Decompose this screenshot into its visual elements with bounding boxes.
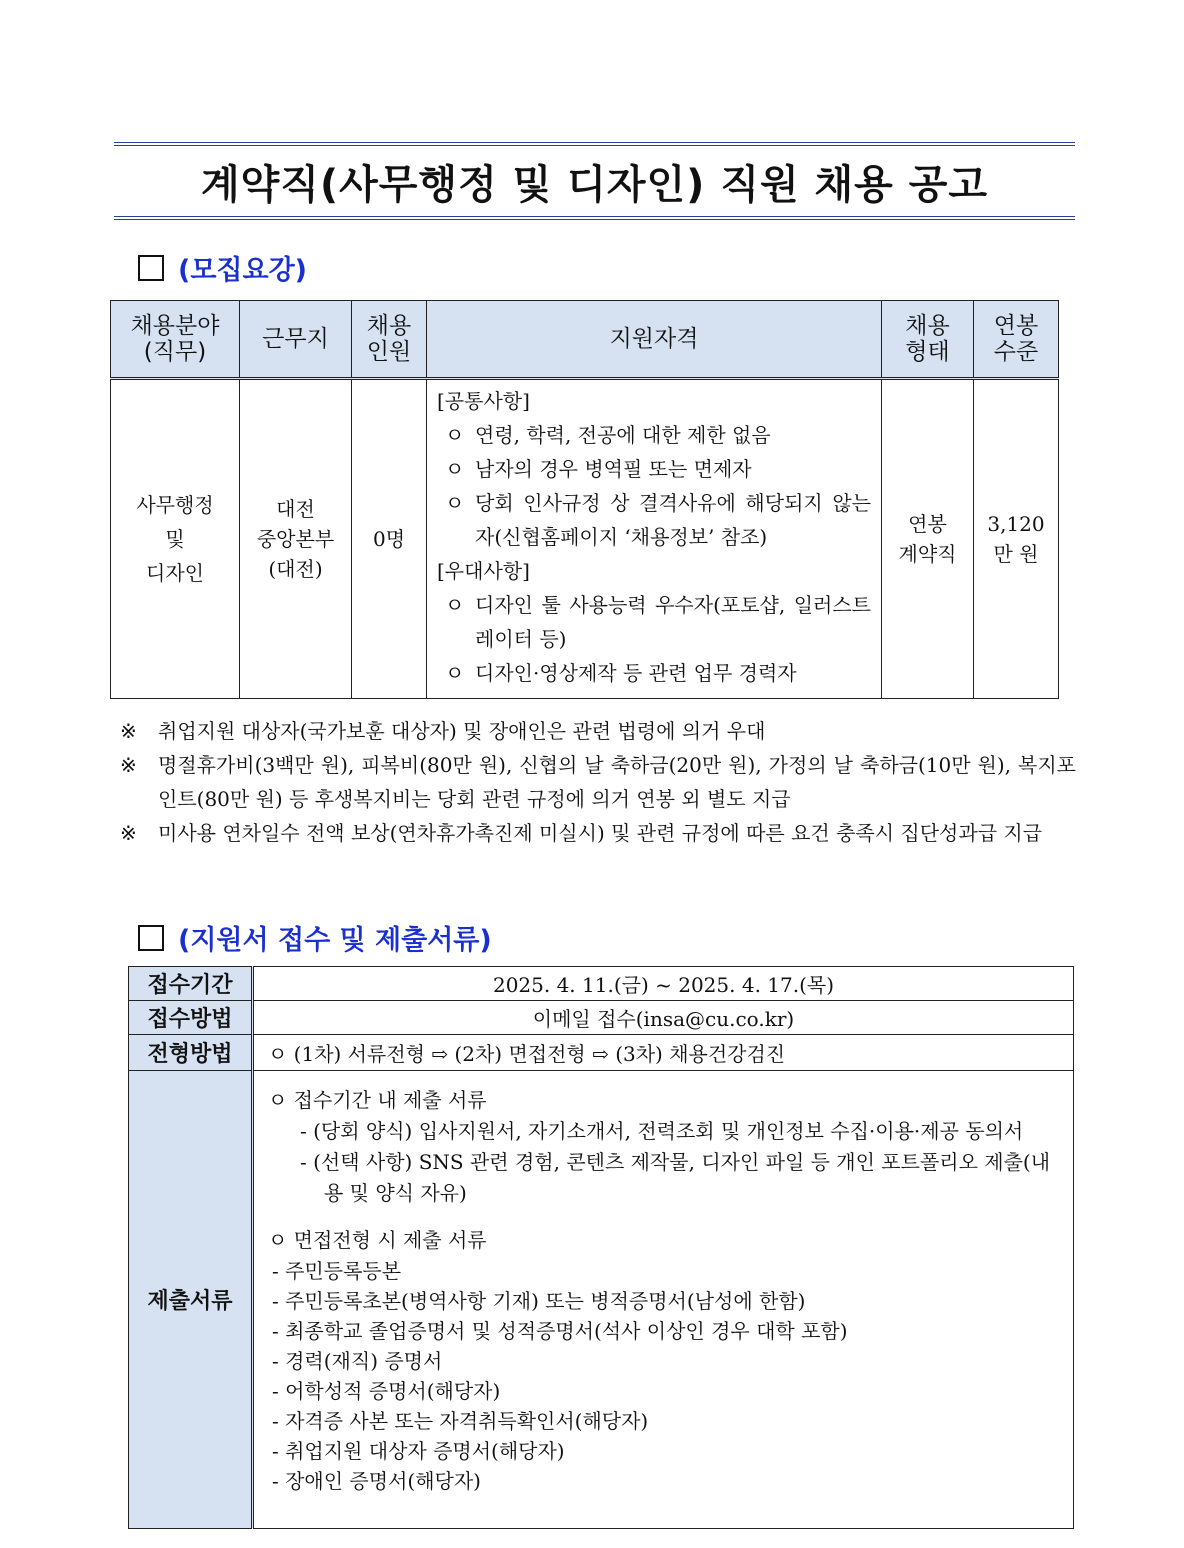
list-item: ㅇ 디자인·영상제작 등 관련 업무 경력자 bbox=[445, 661, 797, 685]
label-period: 접수기간 bbox=[129, 967, 253, 1001]
reference-mark-icon: ※ bbox=[120, 719, 137, 743]
list-item: - 최종학교 졸업증명서 및 성적증명서(석사 이상인 경우 대학 포함) bbox=[272, 1319, 848, 1343]
preferred-requirements-header: [우대사항] bbox=[437, 559, 530, 583]
list-item: - 어학성적 증명서(해당자) bbox=[272, 1379, 501, 1403]
label-method: 접수방법 bbox=[129, 1001, 253, 1035]
note-item: ※ 취업지원 대상자(국가보훈 대상자) 및 장애인은 관련 법령에 의거 우대 bbox=[120, 714, 1076, 748]
value-period: 2025. 4. 11.(금) ~ 2025. 4. 17.(목) bbox=[253, 967, 1074, 1001]
checkbox-square-icon bbox=[138, 255, 164, 281]
table-row bbox=[129, 1035, 1074, 1071]
label-process: 전형방법 bbox=[129, 1035, 253, 1071]
table-row bbox=[111, 379, 1059, 699]
header-qualification: 지원자격 bbox=[427, 301, 882, 379]
header-location: 근무지 bbox=[240, 301, 352, 379]
document-title: 계약직(사무행정 및 디자인) 직원 채용 공고 bbox=[200, 161, 989, 208]
recruitment-table bbox=[110, 300, 1059, 699]
section-application-heading bbox=[138, 918, 492, 957]
application-table bbox=[128, 966, 1074, 1529]
cell-count: 0명 bbox=[352, 379, 427, 699]
notes-list bbox=[120, 714, 1076, 850]
checkbox-square-icon bbox=[138, 925, 164, 951]
value-documents bbox=[253, 1071, 1074, 1529]
value-process: ㅇ (1차) 서류전형 ⇨ (2차) 면접전형 ⇨ (3차) 채용건강검진 bbox=[253, 1035, 1074, 1071]
list-item: - 경력(재직) 증명서 bbox=[272, 1349, 443, 1373]
cell-location: 대전 중앙본부 (대전) bbox=[240, 379, 352, 699]
note-item: ※ 명절휴가비(3백만 원), 피복비(80만 원), 신협의 날 축하금(20만 원), 가정의 날 축하금(10만 원), 복지포인트(80만 원) 등 후생복지비는 당회 관련 규정에 의거 연봉 외 별도 지급 bbox=[120, 748, 1076, 816]
note-item: ※ 미사용 연차일수 전액 보상(연차휴가촉진제 미실시) 및 관련 규정에 따른 요건 충족시 집단성과급 지급 bbox=[120, 816, 1076, 850]
list-item: ㅇ 남자의 경우 병역필 또는 면제자 bbox=[445, 457, 752, 481]
list-item: - 장애인 증명서(해당자) bbox=[272, 1469, 481, 1493]
common-requirements-header: [공통사항] bbox=[437, 389, 530, 413]
table-row bbox=[129, 1071, 1074, 1529]
section-recruitment-label: (모집요강) bbox=[178, 255, 308, 286]
cell-salary: 3,120 만 원 bbox=[974, 379, 1059, 699]
list-item: ㅇ 연령, 학력, 전공에 대한 제한 없음 bbox=[445, 423, 771, 447]
header-field: 채용분야 (직무) bbox=[111, 301, 240, 379]
table-row bbox=[129, 1001, 1074, 1035]
cell-field: 사무행정 및 디자인 bbox=[111, 379, 240, 699]
section-recruitment-heading bbox=[138, 248, 307, 287]
value-method: 이메일 접수(insa@cu.co.kr) bbox=[253, 1001, 1074, 1035]
list-item: - 자격증 사본 또는 자격취득확인서(해당자) bbox=[272, 1409, 649, 1433]
list-item: - 주민등록등본 bbox=[272, 1259, 402, 1283]
list-item: - 주민등록초본(병역사항 기재) 또는 병적증명서(남성에 한함) bbox=[272, 1289, 806, 1313]
table-row bbox=[129, 967, 1074, 1001]
header-count: 채용 인원 bbox=[352, 301, 427, 379]
list-item: - 취업지원 대상자 증명서(해당자) bbox=[272, 1439, 565, 1463]
cell-type: 연봉 계약직 bbox=[882, 379, 974, 699]
list-item: ㅇ 당회 인사규정 상 결격사유에 해당되지 않는 자(신협홈페이지 ‘채용정보’ 참조) bbox=[445, 491, 871, 549]
reference-mark-icon: ※ bbox=[120, 821, 137, 845]
cell-qualification bbox=[427, 379, 882, 699]
header-salary: 연봉 수준 bbox=[974, 301, 1059, 379]
label-documents: 제출서류 bbox=[129, 1071, 253, 1529]
document-title-box bbox=[114, 142, 1075, 220]
reference-mark-icon: ※ bbox=[120, 753, 137, 777]
list-item: - (당회 양식) 입사지원서, 자기소개서, 전력조회 및 개인정보 수집·이용·제공 동의서 bbox=[300, 1119, 1024, 1143]
docs-group2-title: ㅇ 면접전형 시 제출 서류 bbox=[268, 1228, 487, 1252]
docs-group1-title: ㅇ 접수기간 내 제출 서류 bbox=[268, 1088, 487, 1112]
section-application-label: (지원서 접수 및 제출서류) bbox=[178, 925, 492, 956]
list-item: - (선택 사항) SNS 관련 경험, 콘텐츠 제작물, 디자인 파일 등 개인 포트폴리오 제출(내용 및 양식 자유) bbox=[300, 1150, 1051, 1205]
list-item: ㅇ 디자인 툴 사용능력 우수자(포토샵, 일러스트레이터 등) bbox=[445, 593, 871, 651]
header-type: 채용 형태 bbox=[882, 301, 974, 379]
